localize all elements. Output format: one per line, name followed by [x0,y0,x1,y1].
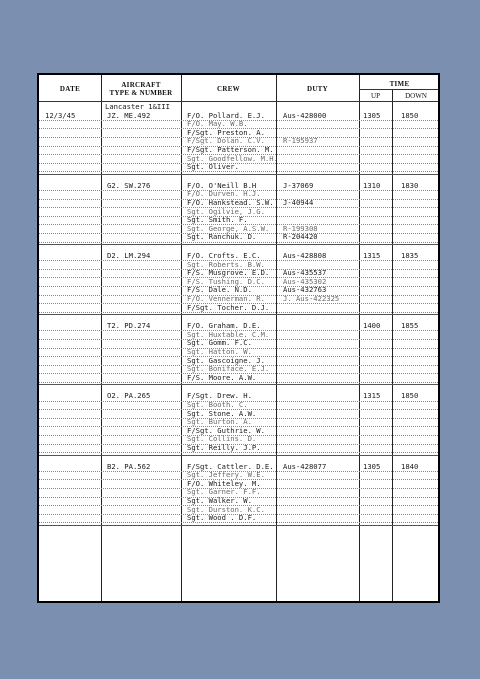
crew-member: Sgt. Wood . D.F. [187,513,257,523]
row-rule [39,382,438,383]
crew-member: F/Sgt. Preston. A. [187,127,265,137]
time-up: 1400 [363,321,381,331]
header-duty: DUTY [306,85,329,93]
duty-number: J-37069 [283,180,314,190]
time-down: 1835 [401,251,419,260]
group-separator [39,455,438,456]
row-rule [39,171,438,172]
aircraft-id: T2. PD.274 [107,321,151,331]
time-down: 1850 [401,391,419,401]
time-down: 1850 [401,110,419,120]
crew-member: F/O. May. W.B. [187,119,248,129]
crew-member: Sgt. George, A.S.W. [187,223,270,233]
crew-member: F/O. Crofts. E.C. [187,251,261,260]
time-up: 1315 [363,251,381,260]
crew-member: F/S. Musgrove. E.D. [187,268,270,278]
crew-member: F/O. O'Neill B.H [187,180,257,190]
time-up: 1305 [363,110,381,120]
crew-member: F/O. Whiteley. M. [187,478,261,488]
header-time: TIME [389,80,410,88]
duty-number: R-199308 [283,223,318,233]
row-rule [39,312,438,313]
crew-member: Sgt. Burton. A. [187,417,252,427]
row-rule [39,522,438,523]
group-separator [39,244,438,245]
aircraft-id: G2. SW.276 [107,180,151,190]
crew-member: F/Sgt. Cattler. D.E. [187,461,274,471]
crew-member: Sgt. Durston. K.C. [187,504,265,514]
crew-member: F/S. Moore. A.W. [187,372,257,382]
time-subheader-rule [359,89,438,90]
aircraft-id: JZ. ME.492 [107,110,151,120]
duty-number: R-204420 [283,232,318,242]
header-aircraft-line2: TYPE & NUMBER [109,89,173,97]
time-up: 1315 [363,391,381,401]
duty-number: R-195937 [283,136,318,146]
row-rule [39,452,438,453]
crew-member: Sgt. Hatton. W. [187,347,252,356]
group-separator [39,525,438,526]
header-date: DATE [59,85,81,93]
duty-number: Aus-435537 [283,268,327,278]
crew-member: Sgt. Jeffery. W.E. [187,470,265,480]
aircraft-type-label: Lancaster 1&III [105,102,170,111]
crew-member: Sgt. Ogilvie, J.G. [187,206,265,216]
group-separator [39,314,438,315]
crew-member: Sgt. Roberts. B.W. [187,259,265,269]
group-separator [39,174,438,175]
aircraft-id: B2. PA.562 [107,461,151,471]
crew-member: Sgt. Garner. F.F. [187,487,261,497]
crew-member: F/Sgt. Drew. H. [187,391,252,401]
duty-number: Aus-428808 [283,251,327,260]
header-crew: CREW [217,85,240,93]
time-down: 1830 [401,180,419,190]
time-up: 1305 [363,461,381,471]
group-separator [39,384,438,385]
time-up: 1310 [363,180,381,190]
crew-member: F/S. Tushing. D.C. [187,276,265,286]
crew-member: Sgt. Walker. W. [187,496,252,505]
header-aircraft-line1: AIRCRAFT [121,81,161,89]
row-rule [39,242,438,243]
crew-member: F/O. Vennerman. R. [187,294,265,303]
crew-member: F/O. Hankstead. S.W. [187,198,274,207]
crew-member: Sgt. Smith. F. [187,215,248,225]
duty-number: Aus-428077 [283,461,327,471]
crew-member: Sgt. Stone. A.W. [187,408,257,418]
crew-member: Sgt. Collins. D. [187,434,257,444]
crew-member: Sgt. Oliver. [187,162,239,172]
crew-member: F/Sgt. Patterson. M. [187,145,274,154]
crew-member: F/Sgt. Guthrie. W. [187,425,265,435]
aircraft-id: D2. LM.294 [107,251,151,260]
crew-member: Sgt. Gascoigne. J. [187,355,265,365]
duty-number: J-40944 [283,198,314,207]
header-down: DOWN [405,92,427,100]
crew-member: F/O. Pollard. E.J. [187,110,265,120]
crew-member: Sgt. Booth. C. [187,400,248,409]
crew-member: Sgt. Reilly. J.P. [187,443,261,452]
aircraft-id: O2. PA.265 [107,391,151,401]
crew-member: Sgt. Huxtable. C.M. [187,329,270,339]
duty-number: Aus-428000 [283,110,327,120]
operations-record-sheet [37,73,440,603]
time-down: 1840 [401,461,419,471]
crew-member: Sgt. Gomm. F.C. [187,338,252,348]
crew-member: F/Sgt. Dolan. C.V. [187,136,265,146]
header-up: UP [371,92,380,100]
crew-member: Sgt. Ranchuk. D. [187,232,257,242]
crew-member: Sgt. Boniface. E.J. [187,364,270,374]
crew-member: F/S. Dale. N.D. [187,285,252,295]
duty-number: J. Aus-422325 [283,294,340,303]
sortie-date: 12/3/45 [45,110,76,120]
duty-number: Aus-432763 [283,285,327,295]
time-down: 1855 [401,321,419,331]
crew-member: F/O. Durven. H.J. [187,189,261,199]
header-rule [39,101,438,102]
crew-member: Sgt. Goodfellow. M.H. [187,153,278,163]
crew-member: F/O. Graham. D.E. [187,321,261,331]
duty-number: Aus-435302 [283,276,327,286]
crew-member: F/Sgt. Tocher. D.J. [187,302,270,312]
